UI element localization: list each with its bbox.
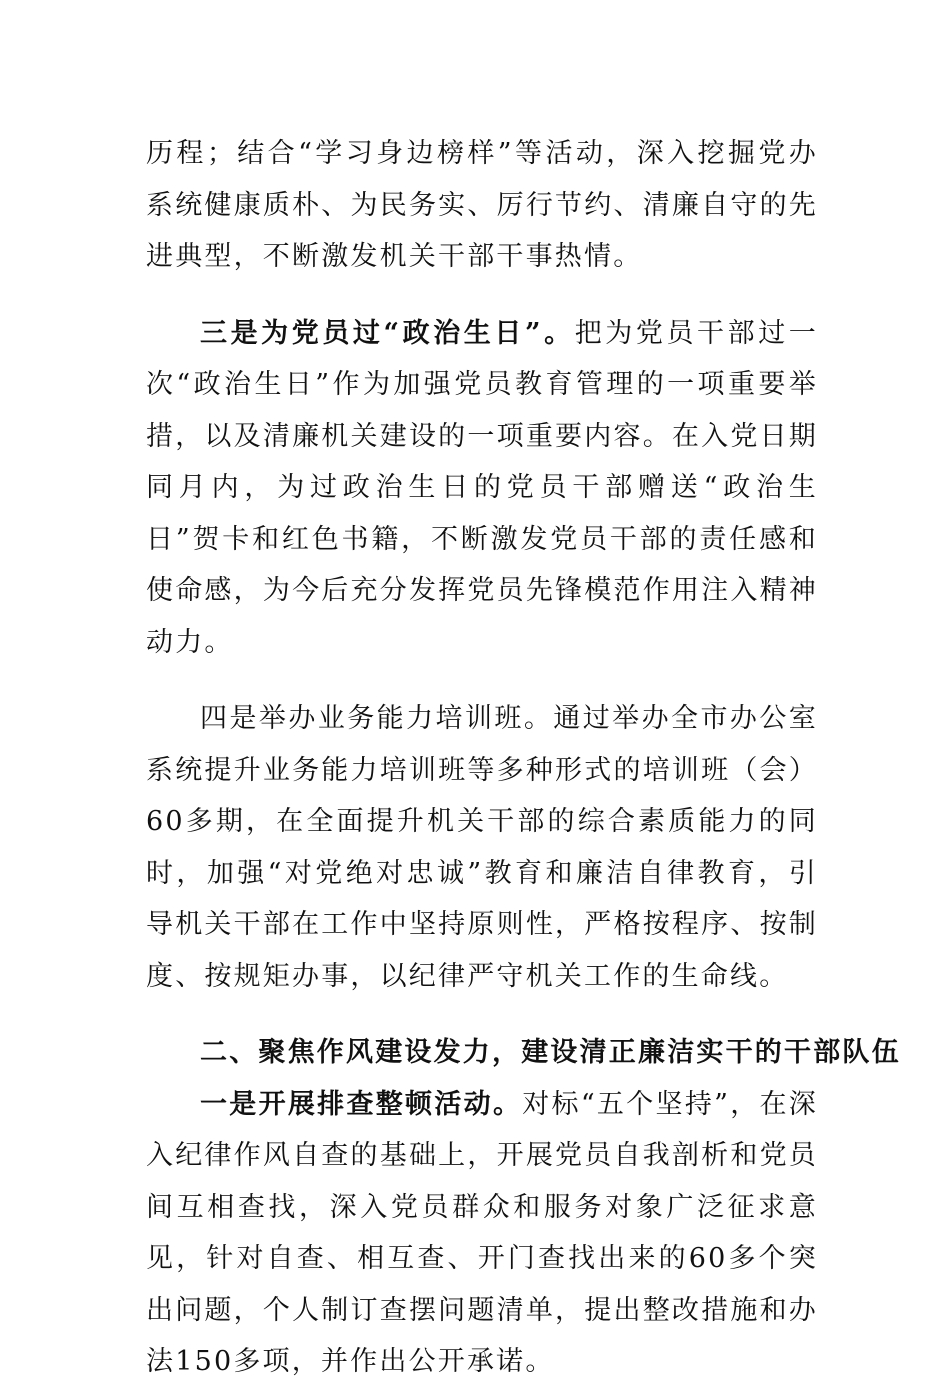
paragraph-training bbox=[146, 693, 818, 1002]
document-page bbox=[146, 128, 901, 1388]
paragraph-text: 历程；结合“学习身边榜样”等活动，深入挖掘党办系统健康质朴、为民务实、厉行节约、清廉自守的先进典型，不断激发机关干部干事热情。 bbox=[146, 138, 818, 272]
paragraph-text: 把为党员干部过一次“政治生日”作为加强党员教育管理的一项重要举措，以及清廉机关建设的一项重要内容。在入党日期同月内，为过政治生日的党员干部赠送“政治生日”贺卡和红色书籍，不断激发党员干部的责任感和使命感，为今后充分发挥党员先锋模范作用注入精神动力。 bbox=[146, 317, 818, 658]
paragraph-inspection bbox=[146, 1079, 818, 1388]
paragraph-text: 对标“五个坚持”，在深入纪律作风自查的基础上，开展党员自我剖析和党员间互相查找，深入党员群众和服务对象广泛征求意见，针对自查、相互查、开门查找出来的60多个突出问题，个人制订查摆问题清单，提出整改措施和办法150多项，并作出公开承诺。 bbox=[146, 1088, 819, 1377]
paragraph-lead: 一是开展排查整顿活动。 bbox=[200, 1088, 523, 1120]
section-heading: 二、聚焦作风建设发力，建设清正廉洁实干的干部队伍 bbox=[200, 1037, 901, 1068]
paragraph-lead: 三是为党员过“政治生日”。 bbox=[200, 317, 575, 349]
paragraph-text: 四是举办业务能力培训班。通过举办全市办公室系统提升业务能力培训班等多种形式的培训班（会）60多期，在全面提升机关干部的综合素质能力的同时，加强“对党绝对忠诚”教育和廉洁自律教育，引导机关干部在工作中坚持原则性，严格按程序、按制度、按规矩办事，以纪律严守机关工作的生命线。 bbox=[146, 703, 818, 992]
paragraph-continuation bbox=[146, 128, 818, 283]
paragraph-political-birthday bbox=[146, 308, 818, 669]
